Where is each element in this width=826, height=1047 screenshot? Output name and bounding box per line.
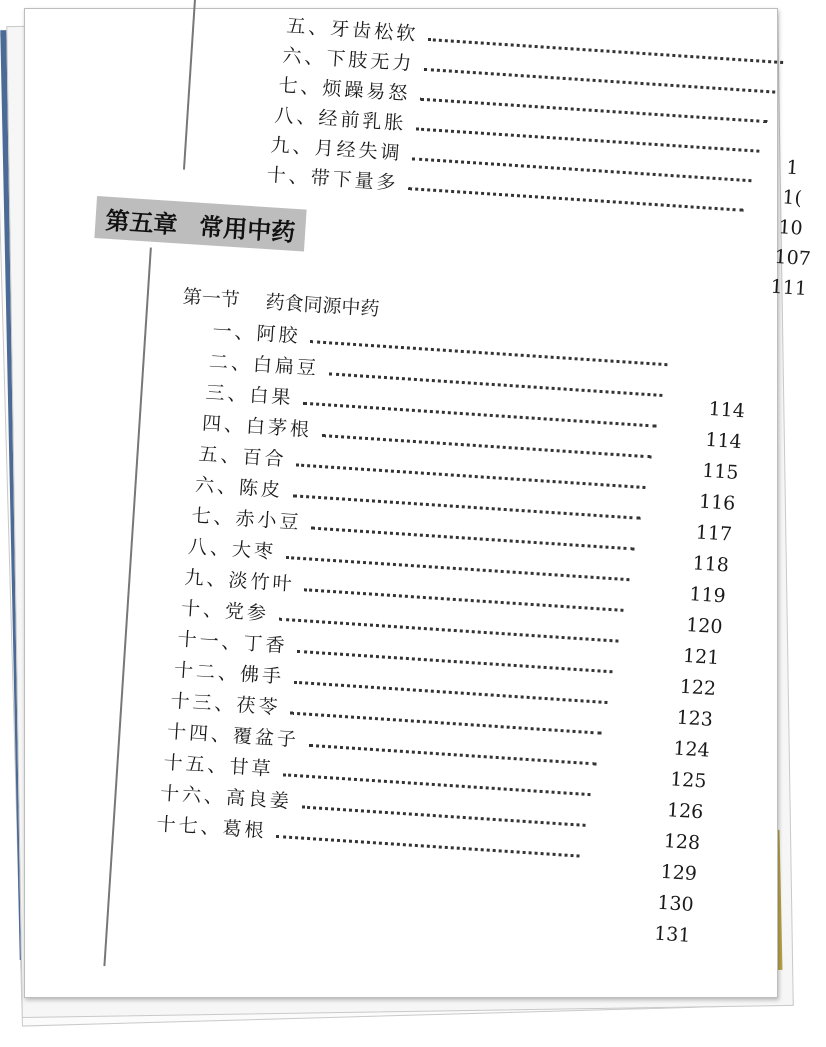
toc-page-number: 122 [679, 675, 717, 700]
toc-entry-label: 十五、甘草 [162, 751, 275, 781]
margin-rule-upper [183, 0, 197, 170]
toc-entry-label: 十四、覆盆子 [166, 720, 300, 752]
chapter-heading [94, 196, 306, 251]
upper-entry-label: 六、下肢无力 [281, 44, 415, 76]
margin-rule-lower [103, 248, 151, 967]
upper-page-number: 1 [785, 156, 800, 180]
toc-page-number: 118 [691, 552, 730, 577]
toc-entry-label: 二、白扁豆 [208, 350, 320, 380]
upper-page-number: 1( [781, 186, 803, 210]
toc-page-number: 129 [659, 860, 698, 886]
toc-entry-label: 十二、佛手 [173, 659, 285, 689]
section-heading [182, 282, 380, 322]
dot-leader [408, 187, 743, 212]
toc-entry-label: 五、百合 [197, 443, 288, 471]
toc-page-number: 114 [704, 428, 743, 454]
toc-page-number: 126 [666, 799, 704, 824]
toc-page-number: 130 [656, 891, 695, 916]
toc-content [0, 9, 812, 1043]
upper-entry-label: 十、带下量多 [266, 163, 400, 195]
toc-page-number: 125 [669, 768, 708, 793]
toc-entry-label: 一、阿胶 [211, 319, 302, 348]
upper-page-number: 107 [773, 245, 812, 271]
toc-page-number: 120 [685, 613, 724, 639]
section-title: 药食同源中药 [264, 291, 381, 321]
toc-page-number: 121 [682, 644, 720, 670]
chapter-title: 常用中药 [198, 211, 297, 247]
toc-entry-label: 六、陈皮 [194, 473, 284, 502]
toc-entry-label: 十六、高良姜 [159, 782, 293, 813]
toc-entry-label: 八、大枣 [187, 535, 277, 564]
toc-page-number: 119 [688, 583, 727, 608]
section-number: 第一节 [182, 285, 241, 312]
upper-page-number: 111 [769, 275, 808, 301]
toc-entry-label: 七、赤小豆 [190, 504, 303, 534]
upper-entry-label: 七、烦躁易怒 [277, 74, 412, 106]
toc-page-number: 123 [675, 706, 714, 731]
dot-leader [276, 835, 580, 858]
toc-page-number: 115 [701, 459, 740, 484]
upper-entry-label: 九、月经失调 [270, 134, 404, 165]
toc-page-number: 116 [698, 490, 736, 515]
upper-entry-list [25, 9, 775, 195]
toc-entry-label: 十七、葛根 [155, 813, 268, 843]
toc-page-number: 131 [653, 922, 692, 947]
toc-entry-label: 九、淡竹叶 [183, 566, 296, 596]
toc-page-number: 114 [707, 397, 746, 423]
toc-page-number: 124 [672, 737, 711, 762]
toc-entry-label: 十一、丁香 [176, 628, 289, 658]
toc-entry-label: 十三、茯苓 [169, 689, 282, 719]
toc-entry-label: 十、党参 [180, 597, 270, 625]
toc-page-number: 128 [663, 829, 701, 855]
upper-page-number: 10 [777, 216, 804, 240]
toc-entry-label: 四、白茅根 [201, 412, 313, 442]
upper-entry-label: 八、经前乳胀 [273, 104, 408, 135]
toc-page [24, 8, 812, 998]
upper-entry-label: 五、牙齿松软 [285, 14, 419, 46]
chapter-number: 第五章 [104, 205, 179, 239]
toc-page-number: 117 [695, 521, 733, 546]
toc-entry-label: 三、白果 [204, 381, 295, 410]
